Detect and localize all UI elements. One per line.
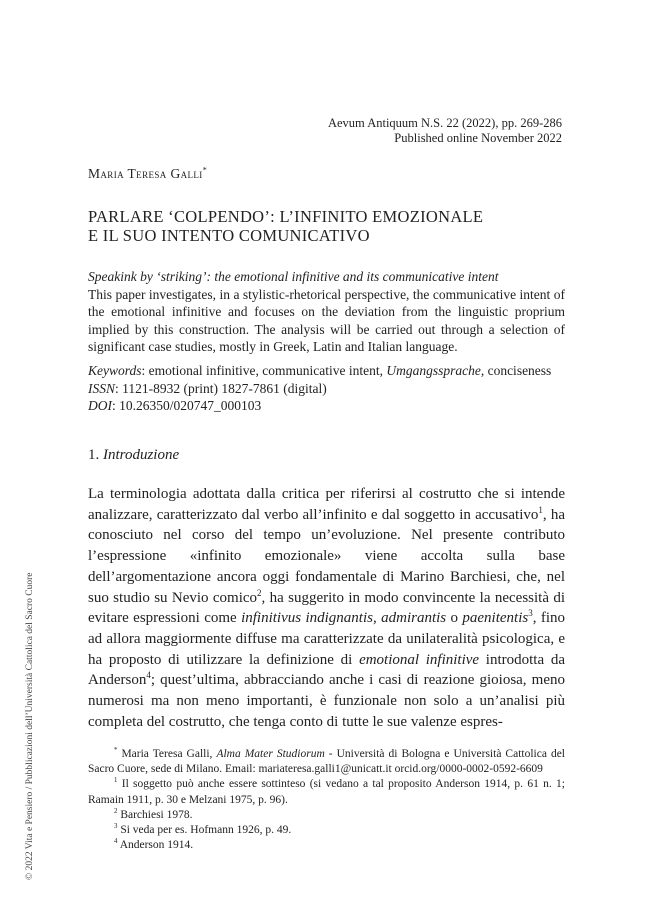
footnote-mark: 3 <box>114 823 118 831</box>
keywords-italic: Umgangssprache <box>386 363 481 378</box>
abstract-text: This paper investigates, in a stylistic-rhetorical perspective, the communicative intent of the emotional infinitive and focuses on the deviation from the linguistic proprium implied by this construction. The analysis will be carried out through a selection of significant case studies, mostly in Greek, Latin and Italian language. <box>88 286 565 355</box>
keywords-text: : emotional infinitive, communicative intent, <box>141 363 387 378</box>
footnote-text: Il soggetto può anche essere sottinteso (si vedano a tal proposito Anderson 1914, p. 61 n. 1; Ramain 1911, p. 30 e Melzani 1975, p. 96). <box>88 778 565 806</box>
footnote-mark: 2 <box>114 807 118 815</box>
footnote-text: Si veda per es. Hofmann 1926, p. 49. <box>117 824 292 837</box>
author-name <box>88 166 207 182</box>
keywords-end: , conciseness <box>480 363 552 378</box>
footnote-ref-3: 3 <box>528 608 533 619</box>
journal-line: Aevum Antiquum N.S. 22 (2022), pp. 269-286 <box>327 116 562 130</box>
title-line-2: E IL SUO INTENTO COMUNICATIVO <box>88 226 370 245</box>
paper-title <box>88 207 483 245</box>
keywords-label: Keywords <box>88 363 142 378</box>
footnote-4 <box>88 838 565 853</box>
doi-text: : 10.26350/020747_000103 <box>112 398 262 414</box>
author-name-text: Maria Teresa Galli <box>88 166 203 181</box>
author-footnote-marker: * <box>202 165 208 175</box>
footnote-italic: Alma Mater Studiorum <box>216 748 325 760</box>
abstract-title: Speakink by ‘striking’: the emotional infinitive and its communicative intent <box>88 269 499 284</box>
issn-label: ISSN <box>88 380 115 396</box>
body-text <box>88 484 565 732</box>
copyright-text: © 2022 Vita e Pensiero / Pubblicazioni dell’Università Cattolica del Sacro Cuore <box>25 572 35 880</box>
section-number: 1. <box>88 447 103 463</box>
footnote-text: Maria Teresa Galli, <box>117 748 217 760</box>
paper-metadata <box>88 362 565 415</box>
body-span: introdotta da Anderson <box>88 651 565 689</box>
body-paragraph <box>88 484 565 732</box>
footnote-1 <box>88 777 565 807</box>
body-italic: admirantis <box>381 610 447 627</box>
doi-label: DOI <box>88 398 112 414</box>
footnote-mark: 4 <box>114 838 118 846</box>
section-title: Introduzione <box>103 447 180 463</box>
footnote-ref-2: 2 <box>257 587 262 598</box>
issn-line <box>88 380 565 398</box>
body-span: La terminologia adottata dalla critica per riferirsi al costrutto che si intende analizzare, caratterizzato dal verbo all’infinito e dal soggetto in accusativo <box>88 486 565 523</box>
body-italic: infinitivus indignantis <box>241 610 373 627</box>
body-italic: emotional infinitive <box>359 651 480 668</box>
footnote-2 <box>88 808 565 823</box>
footnote-ref-1: 1 <box>538 504 543 515</box>
footnote-author <box>88 747 565 777</box>
doi-line <box>88 397 565 415</box>
body-span: ; quest’ultima, abbracciando anche i casi di reazione gioiosa, meno numerosi ma non meno importanti, è funzionale non solo a un’analisi più completa del costrutto, che tenga conto di tutte le sue valenze espres- <box>88 672 565 730</box>
footnote-mark: * <box>114 747 118 755</box>
footnote-text: Anderson 1914. <box>117 839 194 852</box>
body-span: , ha suggerito in modo convincente la necessità di evitare espressioni come <box>88 589 565 627</box>
footnote-text: - Università di Bologna e Università Cattolica del Sacro Cuore, sede di Milano. Email: mariateresa.galli1@unicatt.it orcid.org/0000-0002-0592-6609 <box>88 748 565 776</box>
footnote-mark: 1 <box>114 777 118 785</box>
keywords-line <box>88 362 565 380</box>
footnote-ref-4: 4 <box>146 670 151 681</box>
journal-citation <box>328 116 562 146</box>
body-span: , <box>372 610 382 627</box>
body-italic: paenitentis <box>462 610 529 627</box>
published-line: Published online November 2022 <box>394 131 562 145</box>
footnote-3 <box>88 823 565 838</box>
body-span: , ha conosciuto nel corso del tempo un’evoluzione. Nel presente contributo l’espressione «infinito emozionale» viene accolta sulla base dell’argomentazione ancora oggi fondamentale di Marino Barchiesi, che, nel suo studio su Nevio comico <box>88 506 565 606</box>
abstract <box>88 268 565 356</box>
issn-text: : 1121-8932 (print) 1827-7861 (digital) <box>115 380 327 396</box>
body-span: o <box>446 610 463 627</box>
section-heading <box>88 447 179 464</box>
body-span: , fino ad allora maggiormente diffuse ma caratterizzate da unilateralità psicologica, e ha proposto di utilizzare la definizione di <box>88 610 566 668</box>
footnotes <box>88 747 565 853</box>
title-line-1: PARLARE ‘COLPENDO’: L’INFINITO EMOZIONALE <box>88 207 484 226</box>
copyright-sidebar <box>25 540 37 880</box>
footnote-text: Barchiesi 1978. <box>117 808 193 821</box>
